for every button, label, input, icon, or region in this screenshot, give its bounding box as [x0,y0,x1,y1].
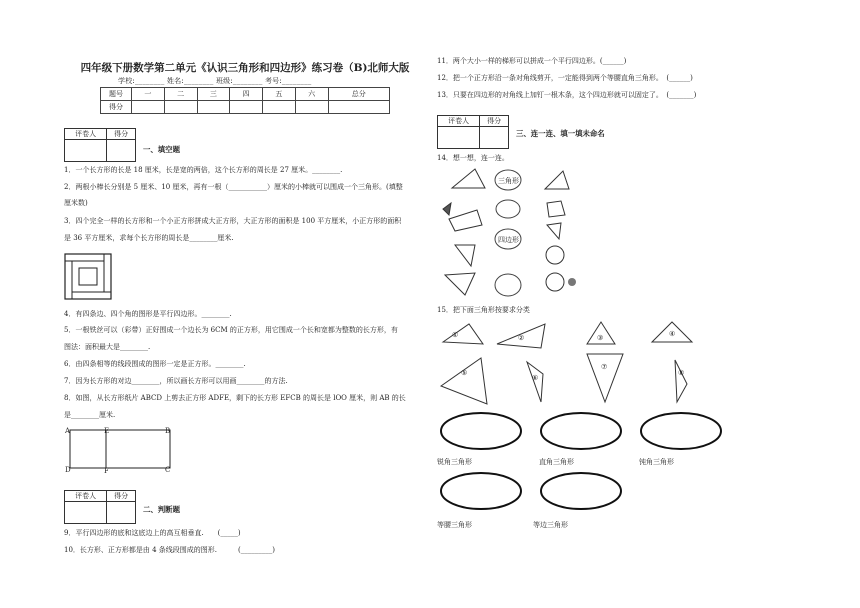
question-3: 3．四个完全一样的长方形和一个小正方形拼成大正方形，大正方形的面积是 100 平方厘米，小正方形的面积 [64,217,402,225]
score-header-cell: 四 [230,88,263,101]
score-table [100,87,390,114]
score-header-cell: 三 [197,88,230,101]
question-13: 13．只要在四边形的对角线上加钉一根木条，这个四边形就可以固定了。 (_______) [437,91,697,99]
grader-cell[interactable] [107,140,136,162]
sorting-ellipses [436,410,736,510]
question-9: 9．平行四边形的底和这底边上的高互相垂直. (_____) [64,529,241,537]
score-cell[interactable] [263,101,296,114]
triangle-number-8: ⑧ [678,369,685,377]
question-14: 14．想一想，连一连。 [437,154,509,162]
question-5-cont: 图法：面积最大是________. [64,343,151,351]
section-title-fill-in: 一、填空题 [143,145,180,154]
vertex-label-e: E [104,427,110,435]
bag-label-triangle: 三角形 [498,177,519,185]
score-header-cell: 一 [132,88,165,101]
question-2-cont: 厘米数) [64,199,88,207]
question-2: 2．两根小棒长分别是 5 厘米、10 厘米，再有一根（___________）厘米的小棒就可以围成一个三角形。(填整 [64,183,403,191]
score-header-cell: 二 [164,88,197,101]
score-cell[interactable] [295,101,328,114]
score-header-cell: 五 [263,88,296,101]
category-right: 直角三角形 [539,458,574,466]
vertex-label-b: B [165,427,171,435]
score-header-cell: 总分 [328,88,390,101]
score-cell[interactable] [328,101,390,114]
section-title-true-false: 二、判断题 [143,505,180,514]
grader-cell[interactable] [65,502,107,524]
triangles-figure [437,318,707,406]
grader-box-2 [64,490,136,524]
question-12: 12．把一个正方形沿一条对角线剪开，一定能得到两个等腰直角三角形。 (______) [437,74,693,82]
vertex-label-c: C [165,466,171,474]
question-11: 11．两个大小一样的梯形可以拼成一个平行四边形。(______) [437,57,627,65]
category-obtuse: 钝角三角形 [639,458,674,466]
triangle-number-3: ③ [597,334,604,342]
student-info-line: 学校:________ 姓名:________ 班级:________ 考号:________ [118,77,312,85]
grader-box-3 [437,115,509,149]
category-equilateral: 等边三角形 [533,521,568,529]
question-4: 4．有四条边、四个角的图形是平行四边形。________. [64,310,232,318]
score-cell[interactable] [230,101,263,114]
section-title-match: 三、连一连、填一填未命名 [516,129,605,138]
triangle-number-1: ① [452,331,459,339]
question-5: 5．一根铁丝可以（彩带）正好围成一个边长为 6CM 的正方形，用它围成一个长和宽都为整数的长方形，有 [64,326,398,334]
grader-label: 得分 [107,129,136,140]
grader-cell[interactable] [65,140,107,162]
question-15: 15．把下面三角形按要求分类 [437,306,530,314]
score-cell[interactable] [132,101,165,114]
grader-label: 评卷人 [438,116,480,127]
triangle-number-6: ⑥ [532,374,539,382]
square-rectangles-figure [64,253,114,301]
category-acute: 锐角三角形 [437,458,472,466]
score-header-cell: 题号 [101,88,132,101]
question-3-cont: 是 36 平方厘米，求每个长方形的周长是________厘米. [64,234,234,242]
question-8-cont: 是________厘米. [64,411,116,419]
grader-label: 评卷人 [65,491,107,502]
triangle-number-7: ⑦ [601,363,608,371]
page-title: 四年级下册数学第二单元《认识三角形和四边形》练习卷（B)北师大版 [80,62,410,74]
vertex-label-a: A [65,427,71,435]
rectangle-abcd-figure [64,424,176,476]
triangle-number-2: ② [518,334,525,342]
vertex-label-d: D [65,466,71,474]
grader-label: 评卷人 [65,129,107,140]
score-header-cell: 六 [295,88,328,101]
score-cell[interactable] [164,101,197,114]
question-6: 6．由四条相等的线段围成的图形一定是正方形。________. [64,360,246,368]
bag-label-quadrilateral: 四边形 [498,236,519,244]
grader-cell[interactable] [438,127,480,149]
question-8: 8．如图，从长方形纸片 ABCD 上剪去正方形 ADFE，剩下的长方形 EFCB 的周长是 lOO 厘米，则 AB 的长 [64,394,406,402]
score-row-label: 得分 [101,101,132,114]
grader-box-1 [64,128,136,162]
question-10: 10．长方形、正方形都是由 4 条线段围成的图形. (_________) [64,546,275,554]
triangle-number-5: ⑤ [461,369,468,377]
grader-cell[interactable] [107,502,136,524]
category-isosceles: 等腰三角形 [437,521,472,529]
grader-label: 得分 [480,116,509,127]
grader-cell[interactable] [480,127,509,149]
question-1: 1．一个长方形的长是 18 厘米，长是宽的两倍，这个长方形的周长是 27 厘米。________. [64,166,343,174]
triangle-number-4: ④ [669,330,676,338]
grader-label: 得分 [107,491,136,502]
vertex-label-f: F [104,467,109,475]
score-cell[interactable] [197,101,230,114]
question-7: 7．因为长方形的对边________，所以画长方形可以用画________的方法. [64,377,288,385]
